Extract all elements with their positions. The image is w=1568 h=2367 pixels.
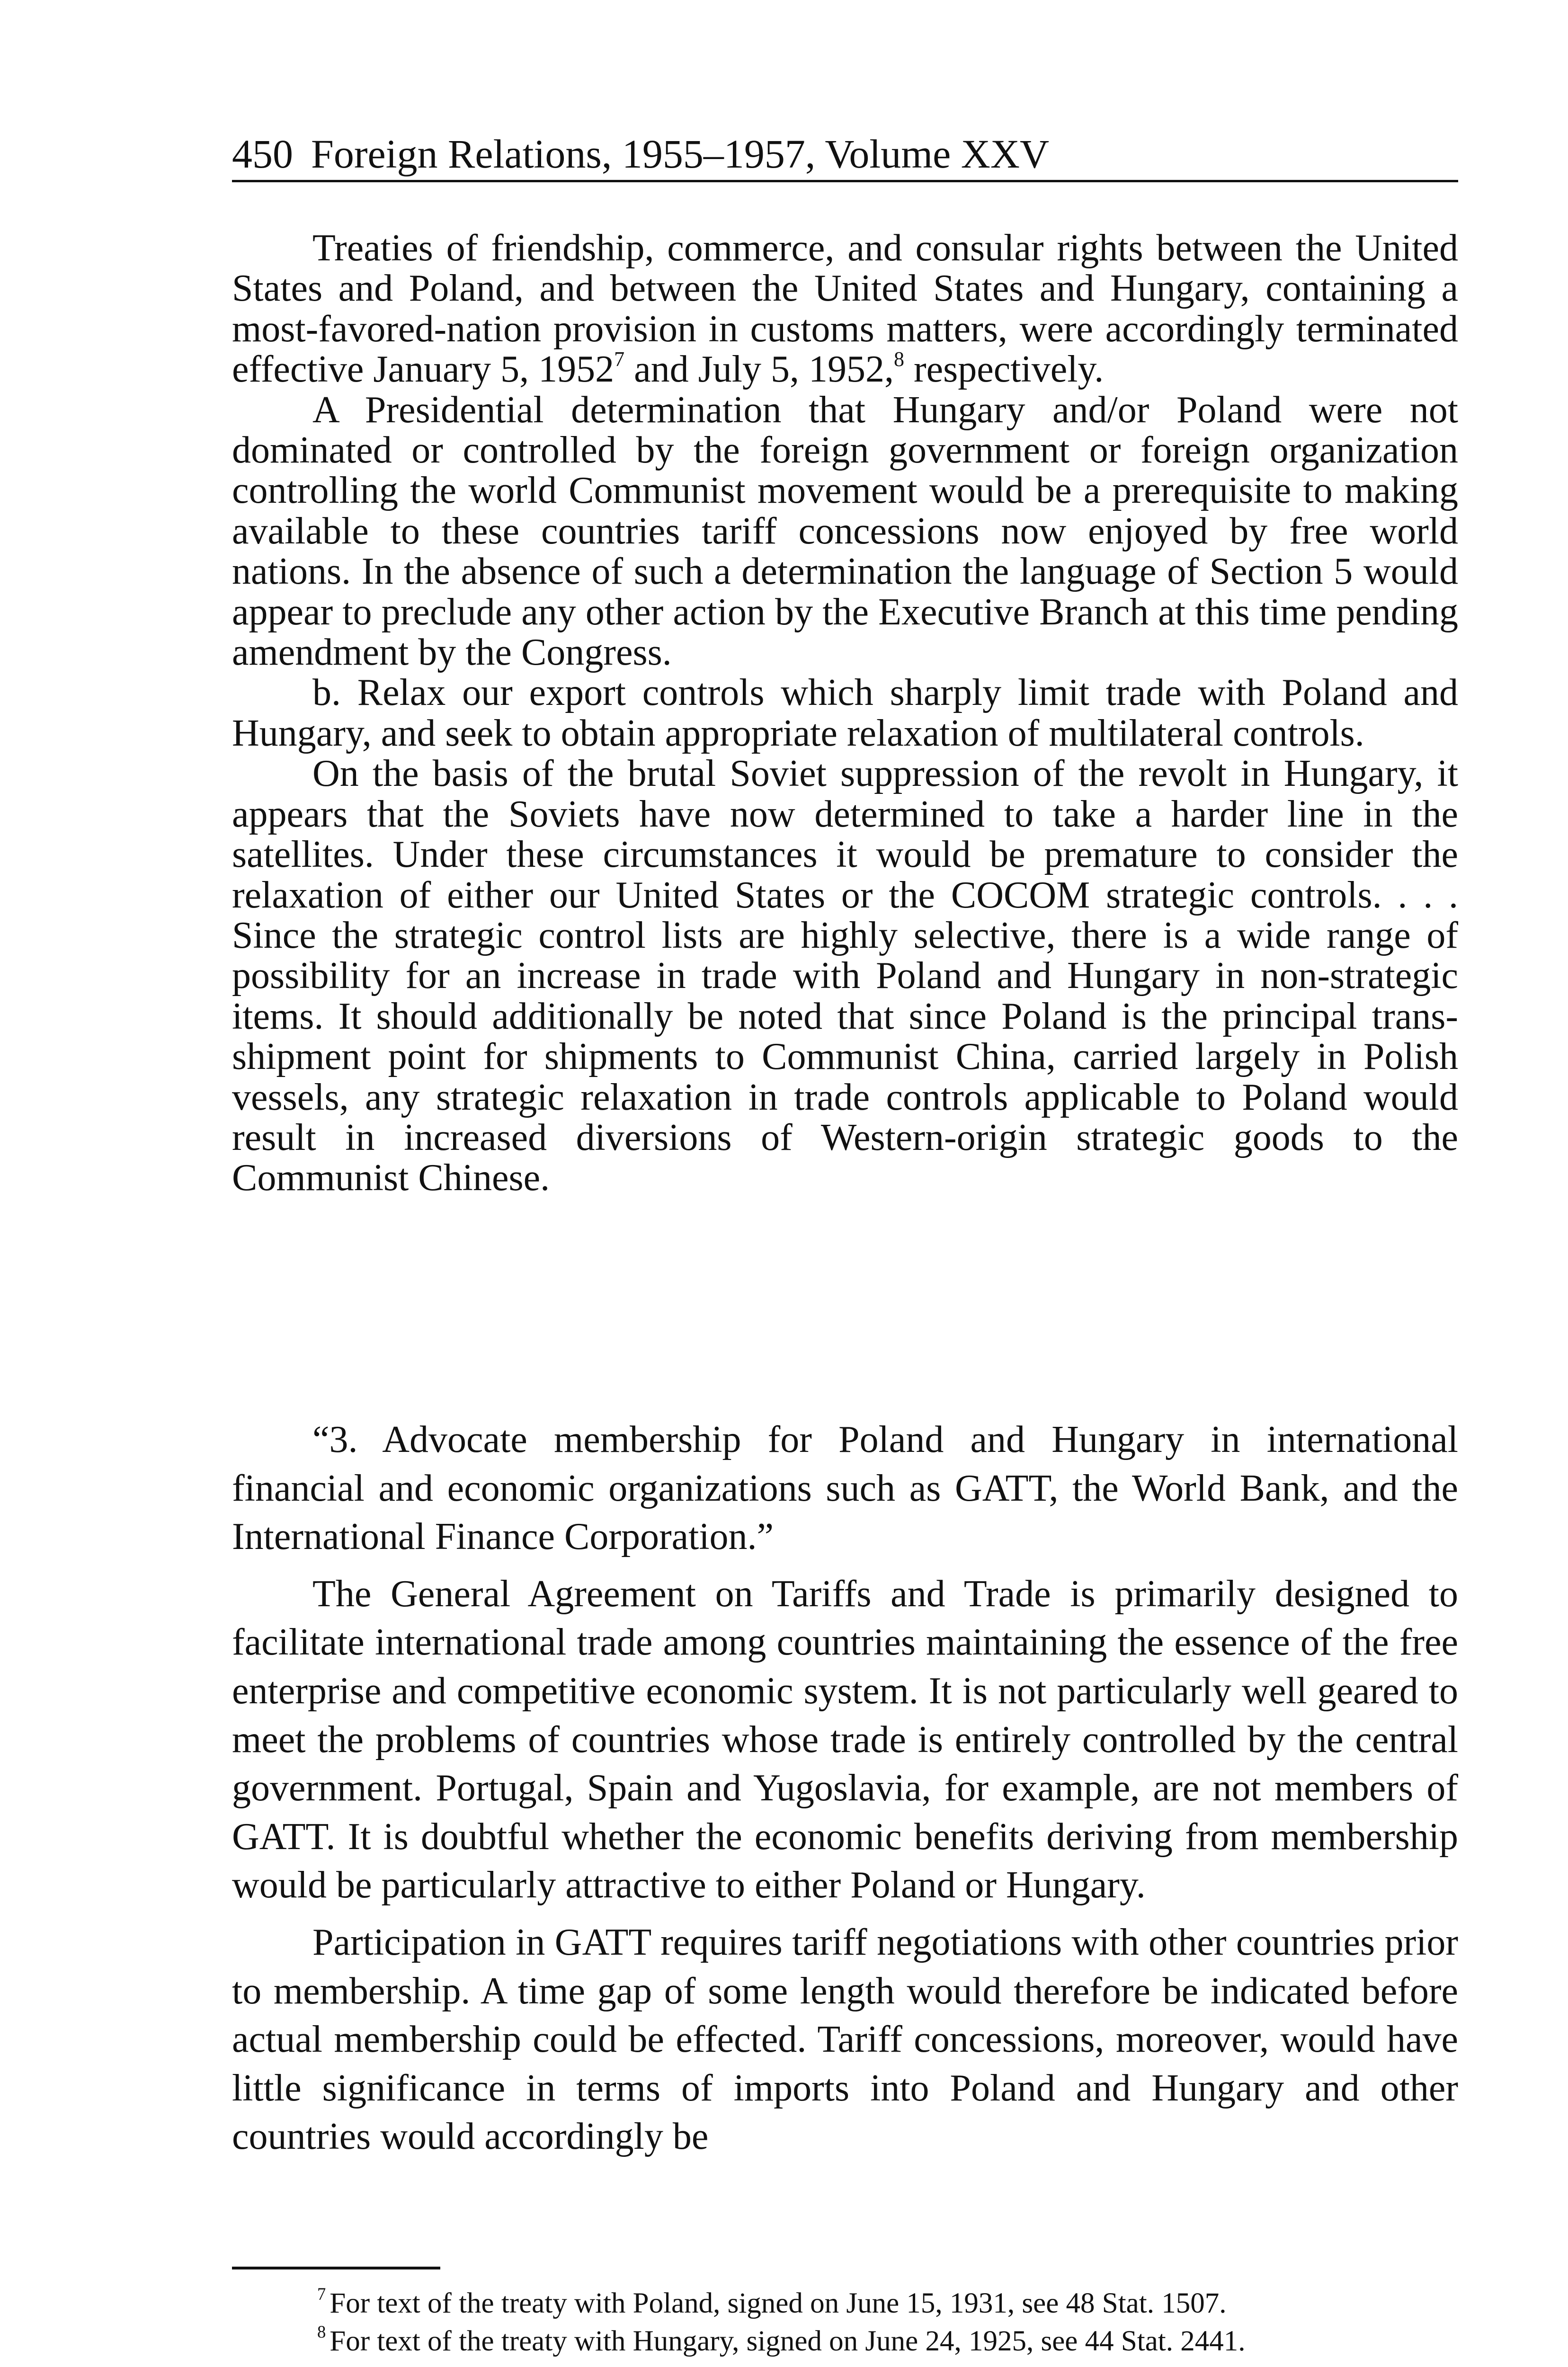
footnote-ref-8[interactable]: 8 — [893, 347, 904, 371]
paragraph-soviet-suppression: On the basis of the brutal Soviet suppression of the revolt in Hungary, it appears that the Soviets have now determined to take a harder line in the satellites. Under these circumstances it would be premature to consider the relaxation of either our United States or the COCOM strategic controls. . . . Since the strategic control lists are highly selective, there is a wide range of possibility for an increase in trade with Poland and Hungary in non-strategic items. It should additionally be noted that since Poland is the principal trans-shipment point for shipments to Communist China, carried largely in Polish vessels, any strategic relaxation in trade controls applicable to Poland would result in increased diversions of Western-origin strategic goods to the Communist Chinese. — [232, 753, 1458, 1199]
quoted-memorandum-section — [232, 228, 1458, 1199]
paragraph-treaties-terminated — [232, 228, 1458, 390]
paragraph-presidential-determination: A Presidential determination that Hungary and/or Poland were not dominated or controlled by the foreign government or foreign organization controlling the world Communist movement would be a prerequisite to making available to these countries tariff concessions now enjoyed by free world nations. In the absence of such a determination the language of Section 5 would appear to preclude any other action by the Executive Branch at this time pending amendment by the Congress. — [232, 389, 1458, 674]
paragraph-text: Treaties of friendship, commerce, and consular rights between the United States and Poland, and between the United States and Hungary, containing a most-favored-nation provision in customs matters, were accordingly terminated effective January 5, 1952 — [232, 227, 1458, 391]
paragraph-text-continued: and July 5, 1952, — [624, 348, 894, 391]
paragraph-gatt-description: The General Agreement on Tariffs and Trade is primarily designed to facilitate international trade among countries maintaining the essence of the free enterprise and competitive economic system. It is not particularly well geared to meet the problems of countries whose trade is entirely controlled by the central government. Portugal, Spain and Yugoslavia, for example, are not members of GATT. It is doubtful whether the economic benefits deriving from membership would be particularly attractive to either Poland or Hungary. — [232, 1573, 1458, 1906]
page-number: 450 — [232, 131, 293, 177]
footnote-text: For text of the treaty with Hungary, signed on June 24, 1925, see 44 Stat. 2441. — [330, 2325, 1246, 2357]
footnote-ref-7[interactable]: 7 — [614, 347, 625, 371]
paragraph-gatt-participation: Participation in GATT requires tariff negotiations with other countries prior to membership. A time gap of some length would therefore be indicated before actual membership could be effected. Tariff concessions, moreover, would have little significance in terms of imports into Poland and Hungary and other countries would accordingly be — [232, 1921, 1458, 2158]
footnotes — [232, 2285, 1458, 2360]
footnote-text: For text of the treaty with Poland, signed on June 15, 1931, see 48 Stat. 1507. — [330, 2287, 1227, 2319]
footnote-divider — [232, 2267, 440, 2269]
footnote-marker: 7 — [317, 2284, 326, 2304]
footnote-8 — [232, 2323, 1458, 2360]
paragraph-text-end: respectively. — [904, 348, 1104, 391]
footnote-marker: 8 — [317, 2322, 326, 2341]
volume-title: Foreign Relations, 1955–1957, Volume XXV — [311, 131, 1050, 177]
paragraph-advocate-membership: “3. Advocate membership for Poland and Hungary in international financial and economic organizations such as GATT, the World Bank, and the International Finance Corporation.” — [232, 1419, 1458, 1558]
running-header — [232, 128, 1458, 182]
footnote-7 — [232, 2285, 1458, 2323]
paragraph-relax-export-controls: b. Relax our export controls which sharply limit trade with Poland and Hungary, and seek to obtain appropriate relaxation of multilateral controls. — [232, 672, 1458, 754]
main-text-section — [232, 1415, 1458, 2161]
